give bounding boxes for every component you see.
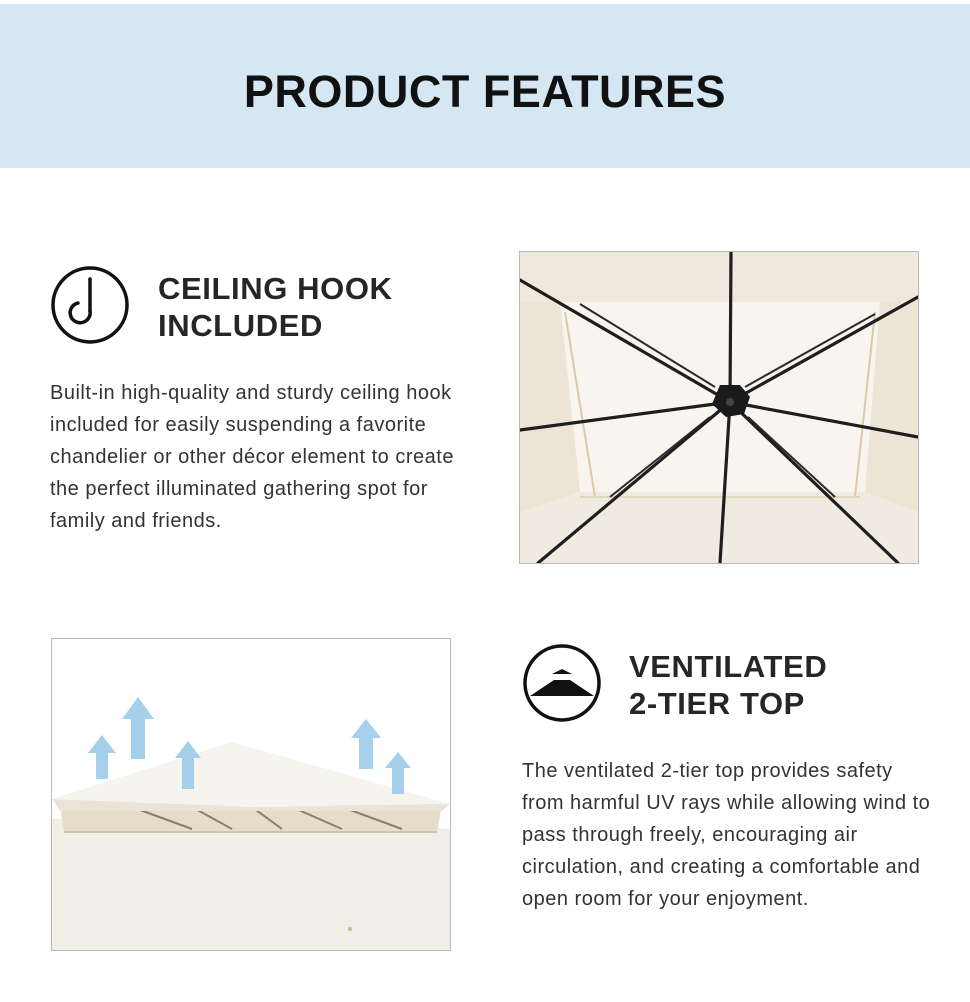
feature-title-ventilated-top <box>629 648 827 722</box>
ceiling-hook-icon <box>50 265 130 345</box>
feature-title-line: VENTILATED <box>629 649 828 684</box>
feature-title-line: INCLUDED <box>158 308 323 343</box>
feature-description-ceiling-hook: Built-in high-quality and sturdy ceiling hook included for easily suspending a favorite chandelier or other décor element to create the perfect illuminated gathering spot for family and friends. <box>50 382 454 532</box>
feature-title-line: 2-TIER TOP <box>629 686 805 721</box>
feature-description-ventilated-top: The ventilated 2-tier top provides safety from harmful UV rays while allowing wind to pass through freely, encouraging air circulation, and creating a comfortable and open room for your enjoyment. <box>522 760 931 910</box>
gazebo-roof-vent-photo <box>51 638 451 951</box>
feature-title-ceiling-hook <box>158 270 393 344</box>
header-banner <box>0 4 970 168</box>
feature-title-line: CEILING HOOK <box>158 271 393 306</box>
page-title: PRODUCT FEATURES <box>243 66 727 117</box>
ventilated-roof-icon <box>522 643 602 723</box>
gazebo-ceiling-frame-photo <box>519 251 919 564</box>
